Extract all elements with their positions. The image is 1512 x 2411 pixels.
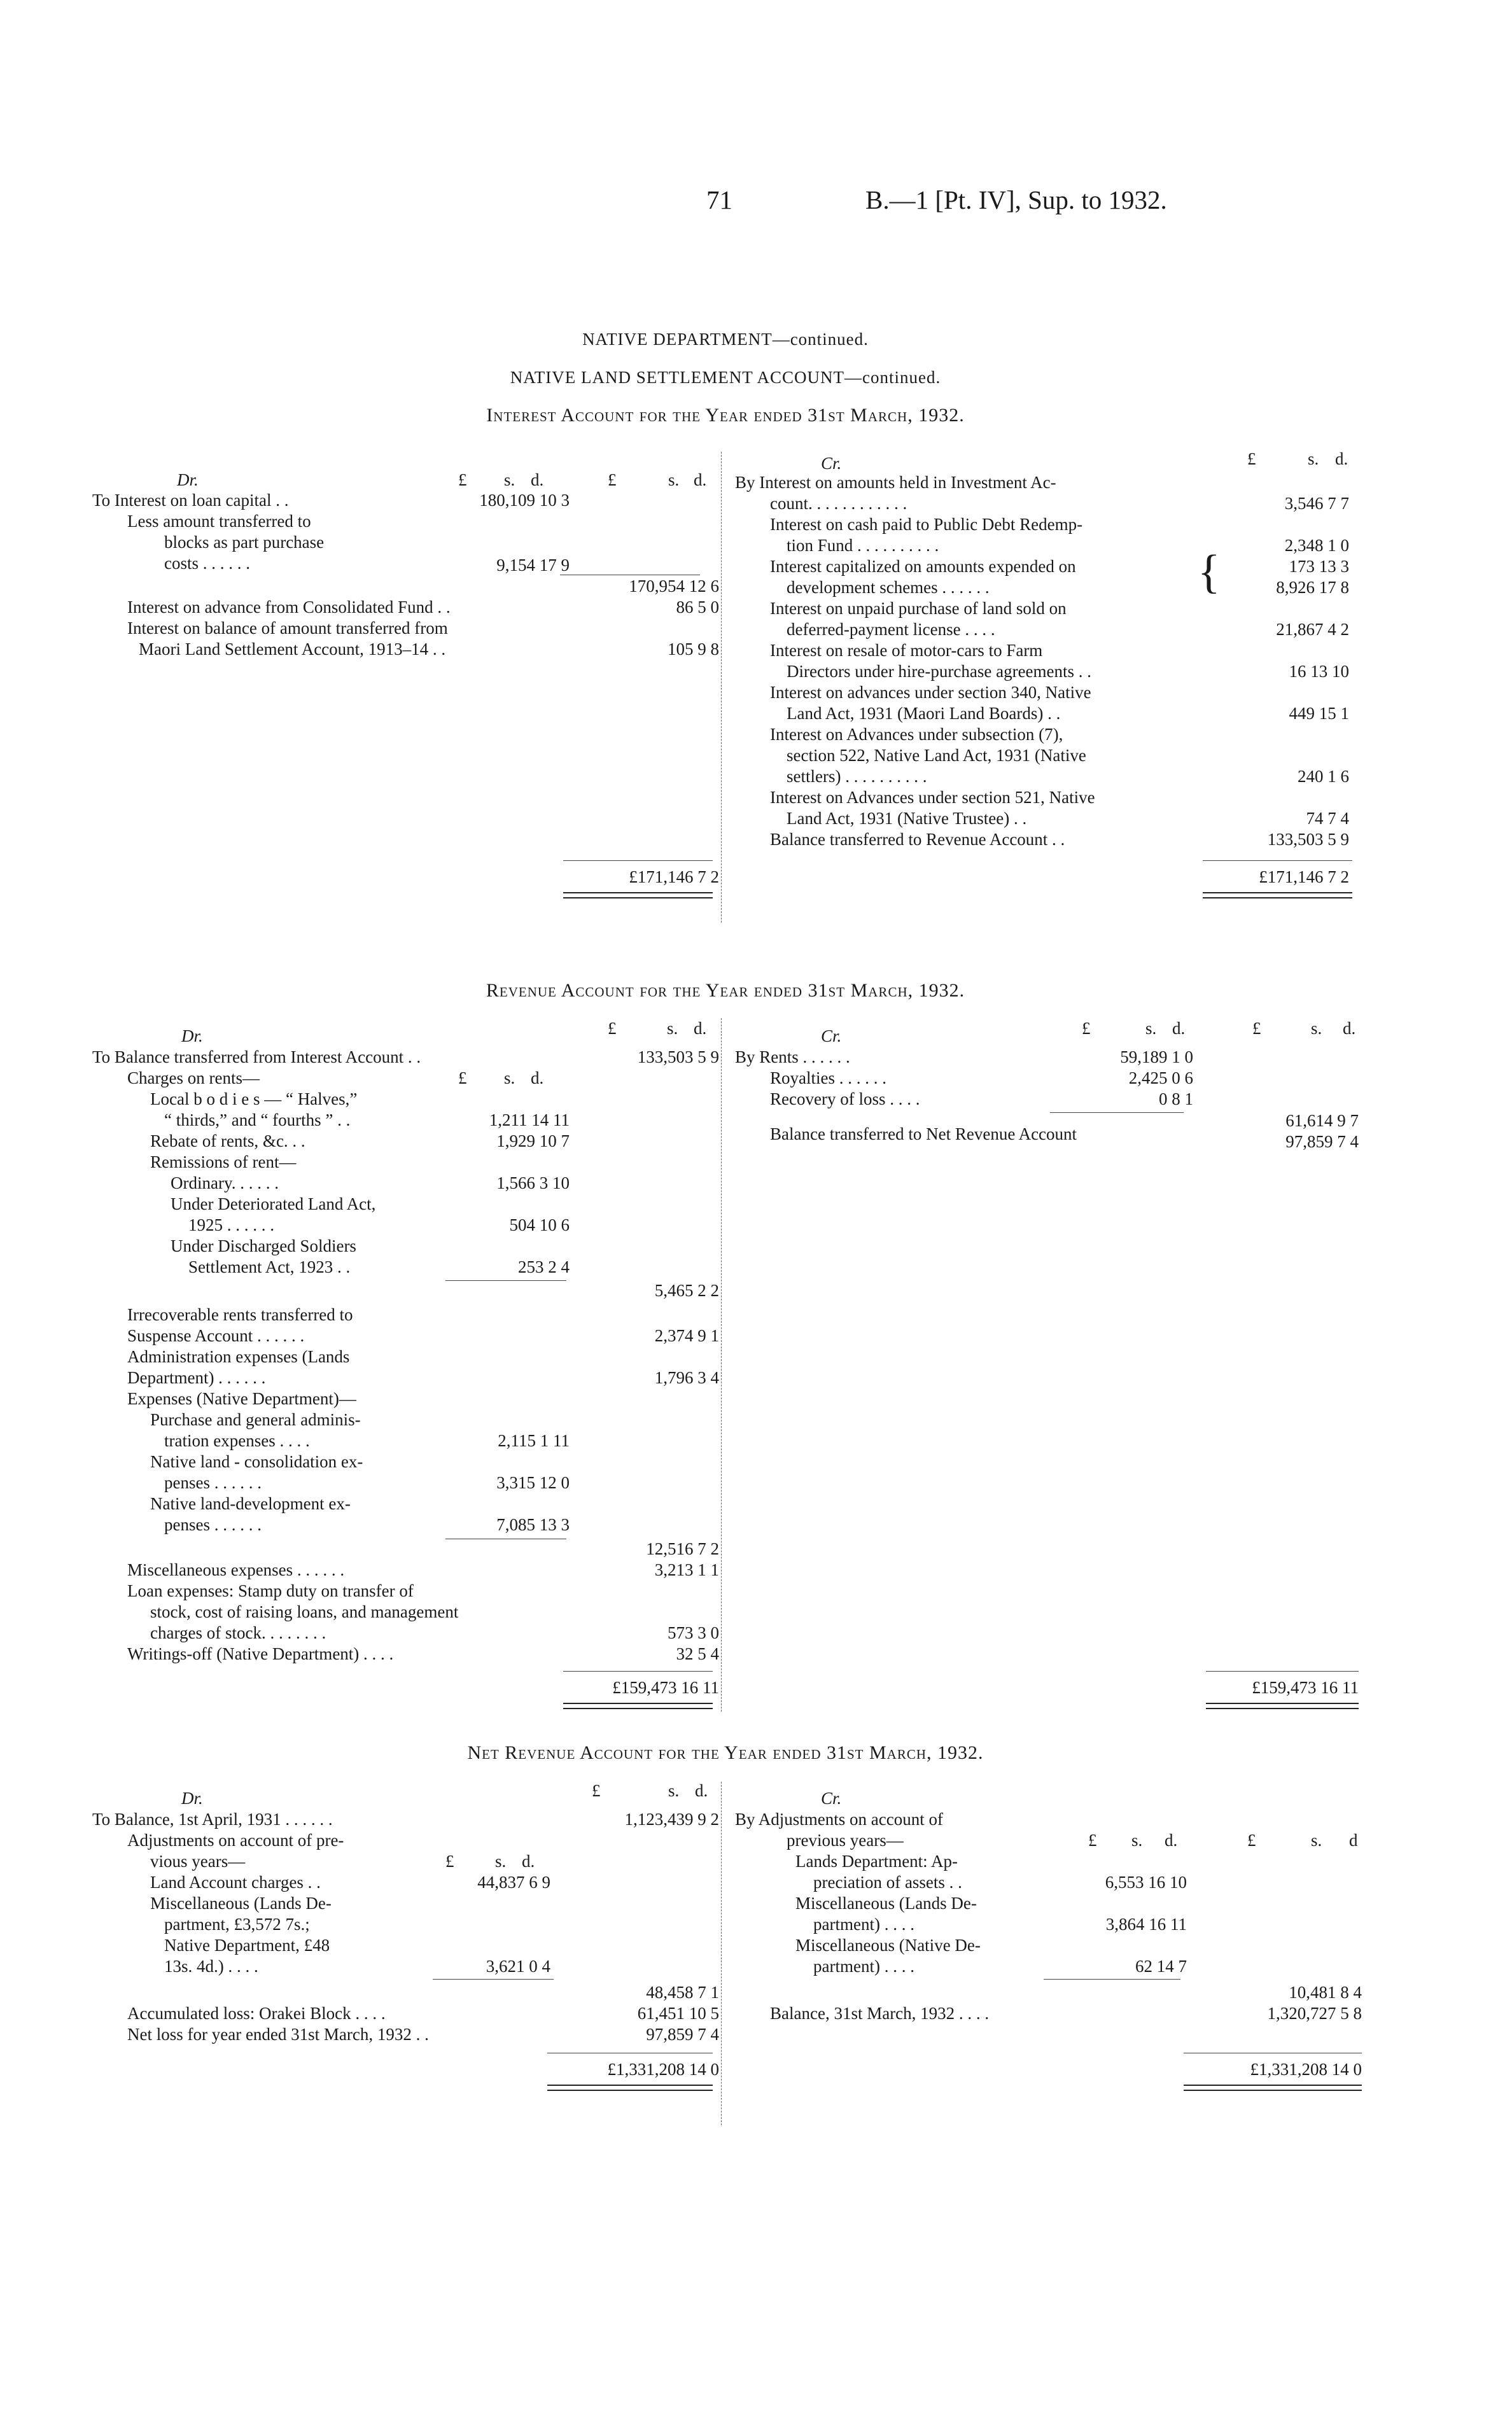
revenue-dr-line: Irrecoverable rents transferred to: [127, 1305, 353, 1324]
interest-cr-line: By Interest on amounts held in Investment Ac-: [735, 473, 1056, 492]
net-dr-line: Adjustments on account of pre-: [127, 1831, 344, 1850]
net-cr-label: Cr.: [821, 1789, 842, 1808]
interest-account-title: Interest Account for the Year ended 31st March, 1932.: [486, 405, 965, 426]
revenue-dr-subamount: 1,929 10 7: [496, 1131, 570, 1150]
revenue-dr-line: Settlement Act, 1923 . .: [188, 1257, 351, 1276]
net-cr-total: £1,331,208 14 0: [1250, 2060, 1362, 2079]
net-dr-subcol-s: s.: [495, 1852, 507, 1871]
net-cr-line: partment) . . . .: [813, 1957, 914, 1976]
interest-dr-col-pound: £: [458, 470, 467, 489]
revenue-cr-col-s: s.: [1145, 1019, 1157, 1038]
interest-dr-subamount: 180,109 10 3: [479, 491, 570, 510]
revenue-cr-subamount: 59,189 1 0: [1120, 1047, 1193, 1066]
net-cr-line: previous years—: [787, 1831, 904, 1850]
interest-cr-amount: 240 1 6: [1298, 767, 1349, 786]
revenue-dr-subcol-pound: £: [458, 1068, 467, 1087]
revenue-dr-amount: 2,374 9 1: [654, 1326, 719, 1345]
revenue-cr-amount: 61,614 9 7: [1285, 1111, 1359, 1130]
net-dr-col-pound: £: [592, 1781, 601, 1800]
net-dr-amount: 1,123,439 9 2: [624, 1810, 719, 1829]
net-cr-col-d: d.: [1165, 1831, 1178, 1850]
revenue-cr-line: Recovery of loss . . . .: [770, 1089, 920, 1108]
revenue-dr-amount: 1,796 3 4: [654, 1368, 719, 1387]
interest-cr-col-d: d.: [1335, 449, 1348, 468]
net-cr-line: partment) . . . .: [813, 1915, 914, 1934]
revenue-dr-line: “ thirds,” and “ fourths ” . .: [164, 1110, 351, 1129]
interest-cr-line: Interest on unpaid purchase of land sold on: [770, 599, 1067, 618]
revenue-dr-line: penses . . . . . .: [164, 1515, 262, 1534]
revenue-dr-line: tration expenses . . . .: [164, 1431, 310, 1450]
revenue-dr-col-pound: £: [608, 1019, 617, 1038]
net-cr-subamount: 6,553 16 10: [1105, 1873, 1187, 1892]
interest-dr-line: blocks as part purchase: [164, 533, 325, 552]
revenue-divider: [721, 1018, 722, 1712]
interest-dr-col-s2: s.: [668, 470, 680, 489]
interest-dr-col-d: d.: [531, 470, 544, 489]
revenue-dr-line: Suspense Account . . . . . .: [127, 1326, 305, 1345]
revenue-dr-col-d: d.: [694, 1019, 707, 1038]
revenue-dr-line: Native land - consolidation ex-: [150, 1452, 363, 1471]
net-dr-line: To Balance, 1st April, 1931 . . . . . .: [92, 1810, 333, 1829]
net-dr-amount: 48,458 7 1: [646, 1983, 719, 2002]
revenue-dr-line: 1925 . . . . . .: [188, 1215, 274, 1234]
revenue-dr-amount: 3,213 1 1: [654, 1560, 719, 1579]
interest-cr-line: Land Act, 1931 (Native Trustee) . .: [787, 809, 1027, 828]
revenue-cr-col-d: d.: [1172, 1019, 1186, 1038]
revenue-dr-line: Charges on rents—: [127, 1068, 260, 1087]
revenue-cr-col-d2: d.: [1343, 1019, 1356, 1038]
net-cr-line: Miscellaneous (Native De-: [795, 1936, 981, 1955]
interest-cr-amount: 449 15 1: [1289, 704, 1349, 723]
net-cr-col-pound: £: [1088, 1831, 1097, 1850]
revenue-cr-total: £159,473 16 11: [1252, 1678, 1359, 1697]
net-dr-subcol-pound: £: [445, 1852, 454, 1871]
net-cr-subamount: 3,864 16 11: [1105, 1915, 1187, 1934]
net-dr-line: partment, £3,572 7s.;: [164, 1915, 310, 1934]
interest-cr-line: Interest on advances under section 340, Native: [770, 683, 1091, 702]
interest-cr-amount: 2,348 1 0: [1284, 536, 1349, 555]
interest-dr-total: £171,146 7 2: [629, 867, 719, 886]
revenue-dr-line: Administration expenses (Lands: [127, 1347, 350, 1366]
revenue-dr-amount: 133,503 5 9: [637, 1047, 719, 1066]
interest-cr-line: settlers) . . . . . . . . . .: [787, 767, 927, 786]
interest-dr-col-pound2: £: [608, 470, 617, 489]
revenue-cr-amount: 97,859 7 4: [1285, 1132, 1359, 1151]
interest-cr-line: deferred-payment license . . . .: [787, 620, 995, 639]
interest-cr-amount: 21,867 4 2: [1276, 620, 1349, 639]
revenue-dr-subamount: 3,315 12 0: [496, 1473, 570, 1492]
net-dr-subamount: 44,837 6 9: [477, 1873, 550, 1892]
revenue-dr-line: stock, cost of raising loans, and management: [150, 1602, 459, 1621]
page-number: 71: [706, 185, 732, 214]
net-cr-col-pound2: £: [1247, 1831, 1256, 1850]
net-cr-amount: 1,320,727 5 8: [1267, 2004, 1362, 2023]
net-dr-subcol-d: d.: [522, 1852, 535, 1871]
interest-dr-line: Less amount transferred to: [127, 512, 311, 531]
interest-dr-line: Maori Land Settlement Account, 1913–14 . .: [139, 639, 446, 659]
revenue-dr-amount: 573 3 0: [668, 1623, 719, 1642]
revenue-dr-subamount: 7,085 13 3: [496, 1515, 570, 1534]
net-dr-line: vious years—: [150, 1852, 246, 1871]
interest-dr-amount: 86 5 0: [676, 598, 719, 617]
net-cr-amount: 10,481 8 4: [1289, 1983, 1362, 2002]
revenue-dr-amount: 12,516 7 2: [646, 1539, 719, 1558]
revenue-dr-subamount: 2,115 1 11: [498, 1431, 570, 1450]
revenue-dr-amount: 32 5 4: [676, 1644, 719, 1663]
revenue-dr-line: Under Deteriorated Land Act,: [171, 1194, 376, 1213]
net-revenue-divider: [721, 1782, 722, 2125]
document-reference: B.—1 [Pt. IV], Sup. to 1932.: [865, 185, 1167, 214]
net-dr-amount: 97,859 7 4: [646, 2025, 719, 2044]
revenue-dr-subcol-s: s.: [504, 1068, 515, 1087]
revenue-cr-col-pound2: £: [1252, 1019, 1261, 1038]
net-dr-line: Native Department, £48: [164, 1936, 330, 1955]
revenue-dr-label: Dr.: [181, 1026, 203, 1045]
revenue-cr-subamount: 0 8 1: [1159, 1089, 1193, 1108]
net-dr-subamount: 3,621 0 4: [486, 1957, 550, 1976]
interest-cr-line: Interest on cash paid to Public Debt Redemp-: [770, 515, 1083, 534]
revenue-cr-subamount: 2,425 0 6: [1128, 1068, 1193, 1087]
net-dr-col-s: s.: [668, 1781, 680, 1800]
net-cr-col-d2: d: [1349, 1831, 1358, 1850]
revenue-dr-line: Miscellaneous expenses . . . . . .: [127, 1560, 345, 1579]
net-cr-line: Miscellaneous (Lands De-: [795, 1894, 977, 1913]
net-dr-label: Dr.: [181, 1789, 203, 1808]
interest-dr-col-d2: d.: [694, 470, 707, 489]
revenue-cr-line: Balance transferred to Net Revenue Account: [770, 1124, 1077, 1143]
revenue-dr-subamount: 504 10 6: [509, 1215, 570, 1234]
brace-icon: {: [1198, 546, 1221, 598]
net-cr-subamount: 62 14 7: [1135, 1957, 1187, 1976]
net-dr-line: Miscellaneous (Lands De-: [150, 1894, 332, 1913]
net-cr-line: By Adjustments on account of: [735, 1810, 943, 1829]
revenue-cr-line: Royalties . . . . . .: [770, 1068, 886, 1087]
interest-cr-amount: 8,926 17 8: [1276, 578, 1349, 597]
revenue-dr-col-s: s.: [667, 1019, 678, 1038]
interest-cr-line: section 522, Native Land Act, 1931 (Native: [787, 746, 1086, 765]
revenue-cr-line: By Rents . . . . . .: [735, 1047, 850, 1066]
net-dr-total: £1,331,208 14 0: [607, 2060, 719, 2079]
interest-cr-line: Directors under hire-purchase agreements . .: [787, 662, 1092, 681]
interest-cr-line: Balance transferred to Revenue Account . .: [770, 830, 1065, 849]
net-dr-line: Accumulated loss: Orakei Block . . . .: [127, 2004, 386, 2023]
interest-dr-line: Interest on balance of amount transferred from: [127, 618, 448, 638]
revenue-dr-subamount: 1,566 3 10: [496, 1173, 570, 1192]
revenue-dr-line: charges of stock. . . . . . . .: [150, 1623, 326, 1642]
interest-cr-line: Interest capitalized on amounts expended on: [770, 557, 1076, 576]
revenue-dr-subamount: 253 2 4: [518, 1257, 570, 1276]
net-revenue-account-title: Net Revenue Account for the Year ended 31st March, 1932.: [467, 1742, 984, 1763]
revenue-dr-line: Native land-development ex-: [150, 1494, 351, 1513]
revenue-dr-line: Local b o d i e s — “ Halves,”: [150, 1089, 358, 1108]
revenue-dr-line: Expenses (Native Department)—: [127, 1389, 356, 1408]
interest-dr-label: Dr.: [177, 470, 199, 489]
interest-cr-line: tion Fund . . . . . . . . . .: [787, 536, 939, 555]
interest-cr-total: £171,146 7 2: [1259, 867, 1349, 886]
revenue-dr-line: Writings-off (Native Department) . . . .: [127, 1644, 394, 1663]
interest-cr-line: development schemes . . . . . .: [787, 578, 990, 597]
revenue-account-title: Revenue Account for the Year ended 31st March, 1932.: [486, 980, 965, 1001]
revenue-cr-col-pound: £: [1082, 1019, 1091, 1038]
interest-dr-col-s: s.: [504, 470, 515, 489]
revenue-dr-line: To Balance transferred from Interest Account . .: [92, 1047, 421, 1066]
revenue-dr-line: Loan expenses: Stamp duty on transfer of: [127, 1581, 414, 1600]
revenue-dr-total: £159,473 16 11: [612, 1678, 719, 1697]
revenue-dr-line: penses . . . . . .: [164, 1473, 262, 1492]
account-title: NATIVE LAND SETTLEMENT ACCOUNT—continued.: [510, 368, 941, 387]
interest-dr-line: Interest on advance from Consolidated Fund . .: [127, 598, 451, 617]
revenue-dr-line: Under Discharged Soldiers: [171, 1236, 356, 1255]
revenue-dr-subamount: 1,211 14 11: [489, 1110, 570, 1129]
interest-cr-label: Cr.: [821, 454, 842, 473]
interest-dr-line: costs . . . . . .: [164, 554, 250, 573]
interest-dr-subamount: 9,154 17 9: [496, 556, 570, 575]
net-dr-line: 13s. 4d.) . . . .: [164, 1957, 258, 1976]
interest-cr-line: Interest on Advances under section 521, Native: [770, 788, 1095, 807]
revenue-dr-amount: 5,465 2 2: [654, 1281, 719, 1300]
interest-cr-line: Interest on resale of motor-cars to Farm: [770, 641, 1043, 660]
net-cr-col-s: s.: [1131, 1831, 1143, 1850]
revenue-dr-subcol-d: d.: [531, 1068, 544, 1087]
net-dr-line: Net loss for year ended 31st March, 1932 . .: [127, 2025, 429, 2044]
interest-dr-amount: 170,954 12 6: [629, 577, 719, 596]
interest-divider: [721, 452, 722, 923]
net-dr-line: Land Account charges . .: [150, 1873, 321, 1892]
interest-cr-line: Land Act, 1931 (Maori Land Boards) . .: [787, 704, 1061, 723]
revenue-dr-line: Remissions of rent—: [150, 1152, 297, 1171]
interest-cr-line: count. . . . . . . . . . . .: [770, 494, 907, 513]
interest-cr-amount: 3,546 7 7: [1284, 494, 1349, 513]
revenue-dr-line: Rebate of rents, &c. . .: [150, 1131, 305, 1150]
interest-dr-line: To Interest on loan capital . .: [92, 491, 289, 510]
interest-cr-amount: 133,503 5 9: [1267, 830, 1349, 849]
interest-cr-col-pound: £: [1247, 449, 1256, 468]
net-cr-line: preciation of assets . .: [813, 1873, 962, 1892]
net-dr-col-d: d.: [695, 1781, 708, 1800]
net-cr-col-s2: s.: [1311, 1831, 1322, 1850]
interest-dr-amount: 105 9 8: [668, 639, 719, 659]
revenue-dr-line: Department) . . . . . .: [127, 1368, 266, 1387]
interest-cr-line: Interest on Advances under subsection (7),: [770, 725, 1063, 744]
revenue-cr-label: Cr.: [821, 1026, 842, 1045]
department-title: NATIVE DEPARTMENT—continued.: [582, 330, 869, 349]
interest-cr-col-s: s.: [1308, 449, 1319, 468]
interest-cr-amount: 74 7 4: [1306, 809, 1349, 828]
interest-cr-amount: 173 13 3: [1289, 557, 1349, 576]
net-cr-line: Lands Department: Ap-: [795, 1852, 958, 1871]
revenue-dr-line: Purchase and general adminis-: [150, 1410, 361, 1429]
net-cr-line: Balance, 31st March, 1932 . . . .: [770, 2004, 990, 2023]
net-dr-amount: 61,451 10 5: [637, 2004, 719, 2023]
interest-cr-amount: 16 13 10: [1289, 662, 1349, 681]
revenue-dr-line: Ordinary. . . . . .: [171, 1173, 279, 1192]
revenue-cr-col-s2: s.: [1311, 1019, 1322, 1038]
